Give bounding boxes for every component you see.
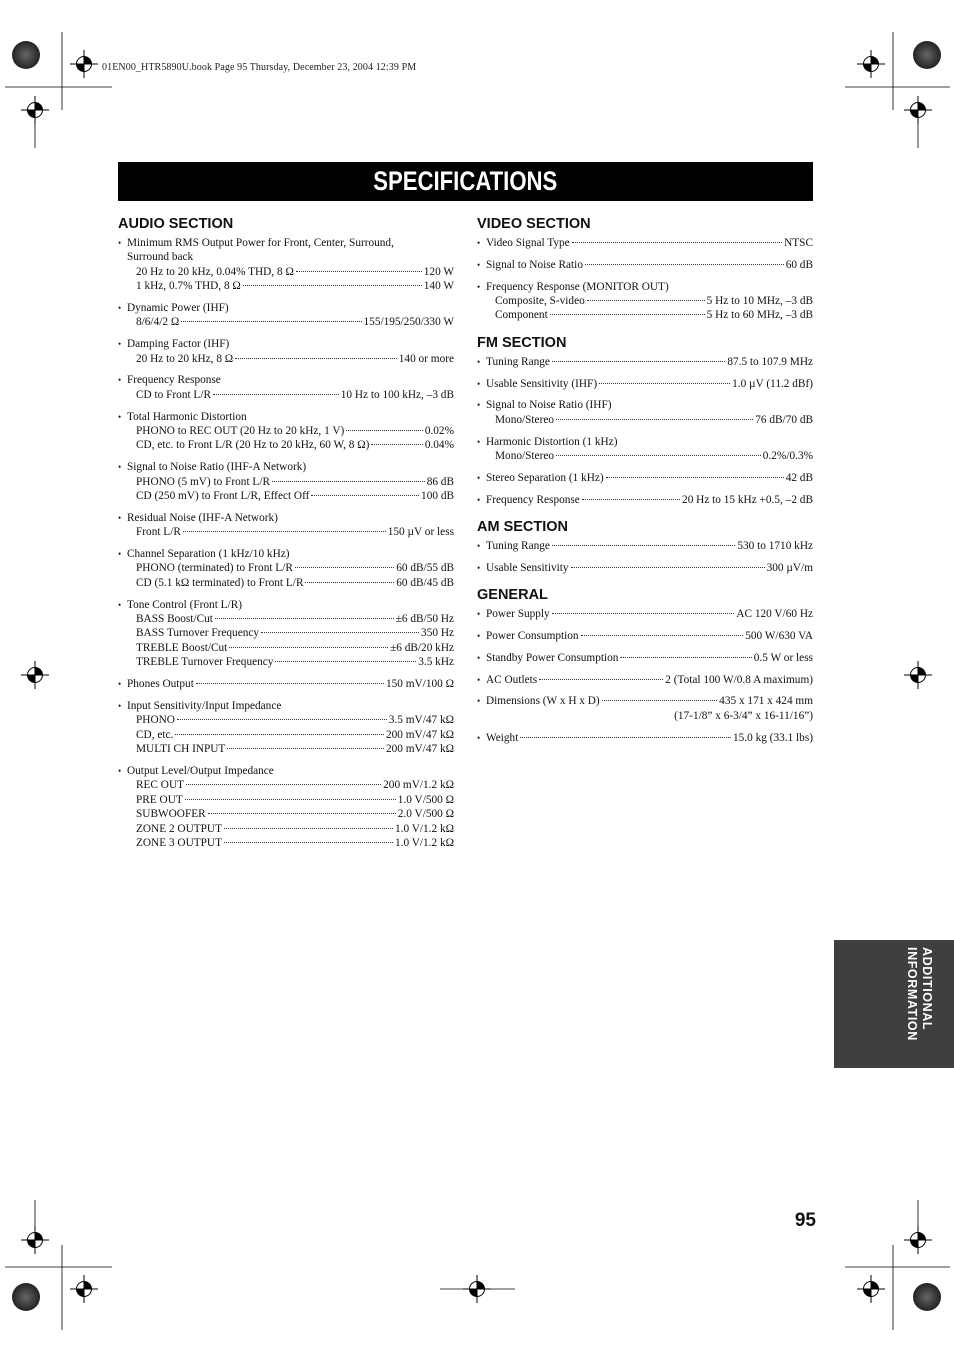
spec-label: SUBWOOFER	[136, 808, 206, 821]
spec-item-label: • Channel Separation (1 kHz/10 kHz)	[127, 548, 290, 561]
spec-label: Component	[495, 309, 548, 322]
spec-label: Mono/Stereo	[495, 450, 554, 463]
spec-value: 140 W	[423, 280, 454, 293]
spec-label: 1 kHz, 0.7% THD, 8 Ω	[136, 280, 241, 293]
spec-item-label: • Total Harmonic Distortion	[127, 410, 247, 423]
spec-label: • Power Supply	[486, 608, 550, 621]
spec-value: 435 x 171 x 424 mm	[719, 695, 813, 708]
spec-label: • Tuning Range	[486, 540, 550, 553]
spec-value: 15.0 kg (33.1 lbs)	[732, 731, 813, 744]
spec-label: TREBLE Boost/Cut	[136, 641, 228, 654]
spec-value: 87.5 to 107.9 MHz	[727, 355, 813, 368]
spec-value: 300 µV/m	[766, 561, 813, 574]
spec-value: 86 dB	[426, 475, 454, 488]
spec-item-label: • Tone Control (Front L/R)	[127, 598, 242, 611]
spec-item-label: • Input Sensitivity/Input Impedance	[127, 699, 282, 712]
spec-label: TREBLE Turnover Frequency	[136, 656, 274, 669]
section-heading: AUDIO SECTION	[118, 216, 234, 232]
spec-label: PRE OUT	[136, 793, 183, 806]
spec-label: Mono/Stereo	[495, 413, 554, 426]
spec-label: • Tuning Range	[486, 355, 550, 368]
spec-label: CD (5.1 kΩ terminated) to Front L/R	[136, 576, 304, 589]
spec-label: • Video Signal Type	[486, 237, 570, 249]
spec-label: MULTI CH INPUT	[136, 743, 226, 756]
spec-label: ZONE 3 OUTPUT	[136, 836, 222, 849]
spec-label: ZONE 2 OUTPUT	[136, 822, 222, 835]
spec-value: 200 mV/47 kΩ	[385, 728, 454, 741]
spec-label: • Standby Power Consumption	[486, 651, 619, 664]
spec-item-label: • Damping Factor (IHF)	[127, 338, 230, 351]
spec-value: 100 dB	[421, 490, 454, 503]
spec-note: (17-1/8” x 6-3/4” x 16-11/16”)	[674, 709, 813, 722]
spec-value: 42 dB	[785, 471, 813, 484]
side-tab-label: ADDITIONAL INFORMATION	[905, 947, 934, 1041]
spec-label: CD (250 mV) to Front L/R, Effect Off	[136, 490, 310, 503]
spec-label: • Stereo Separation (1 kHz)	[486, 471, 604, 484]
spec-value: 200 mV/1.2 kΩ	[383, 779, 454, 792]
spec-value: ±6 dB/50 Hz	[395, 613, 454, 626]
spec-item-label: • Frequency Response	[127, 374, 221, 387]
spec-value: 2 (Total 100 W/0.8 A maximum)	[665, 673, 813, 686]
spec-value: 350 Hz	[421, 627, 454, 640]
spec-value: 155/195/250/330 W	[363, 316, 454, 329]
spec-value: NTSC	[784, 237, 813, 249]
spec-label: REC OUT	[136, 779, 185, 792]
spec-item-label: • Minimum RMS Output Power for Front, Center, Surround,	[127, 237, 394, 249]
print-header: 01EN00_HTR5890U.book Page 95 Thursday, December 23, 2004 12:39 PM	[102, 62, 417, 73]
spec-item-label: • Output Level/Output Impedance	[127, 764, 274, 777]
spec-value: 76 dB/70 dB	[755, 413, 813, 426]
spec-value: 5 Hz to 10 MHz, –3 dB	[706, 295, 813, 307]
section-heading: VIDEO SECTION	[477, 216, 591, 232]
spec-label: 20 Hz to 20 kHz, 0.04% THD, 8 Ω	[136, 265, 294, 278]
spec-label: BASS Turnover Frequency	[136, 627, 260, 640]
section-heading: FM SECTION	[477, 334, 567, 351]
page-number: 95	[794, 1210, 816, 1231]
spec-label: • Weight	[486, 731, 519, 744]
spec-item-label: • Dynamic Power (IHF)	[127, 302, 229, 315]
spec-value: 1.0 V/1.2 kΩ	[394, 822, 454, 835]
spec-value: 0.02%	[424, 425, 454, 438]
spec-label: 20 Hz to 20 kHz, 8 Ω	[136, 352, 234, 365]
spec-value: 1.0 V/500 Ω	[397, 793, 454, 806]
spec-value: 200 mV/47 kΩ	[385, 743, 454, 756]
spec-value: 60 dB	[785, 258, 813, 271]
spec-value: 530 to 1710 kHz	[737, 540, 813, 553]
spec-label: PHONO to REC OUT (20 Hz to 20 kHz, 1 V)	[136, 425, 345, 438]
spec-item-label: • Signal to Noise Ratio (IHF-A Network)	[127, 461, 307, 474]
spec-label: PHONO	[136, 714, 175, 727]
spec-label: CD, etc. to Front L/R (20 Hz to 20 kHz, 60 W, 8 Ω)	[136, 439, 370, 452]
spec-value: 150 mV/100 Ω	[385, 678, 454, 691]
spec-value: 60 dB/45 dB	[396, 576, 454, 589]
spec-item-label: • Harmonic Distortion (1 kHz)	[486, 435, 618, 448]
spec-label: CD to Front L/R	[136, 388, 212, 401]
spec-label: CD, etc.	[136, 728, 174, 741]
spec-label: • AC Outlets	[486, 673, 538, 686]
spec-item-label: Surround back	[127, 251, 194, 264]
spec-label: 8/6/4/2 Ω	[136, 316, 180, 329]
spec-label: • Signal to Noise Ratio	[486, 258, 583, 271]
spec-label: • Usable Sensitivity	[486, 561, 569, 574]
section-heading: GENERAL	[477, 587, 548, 604]
spec-value: ±6 dB/20 kHz	[390, 641, 454, 654]
spec-value: 1.0 V/1.2 kΩ	[394, 836, 454, 849]
spec-value: 60 dB/55 dB	[396, 562, 454, 575]
spec-value: 3.5 kHz	[418, 656, 454, 669]
spec-value: 3.5 mV/47 kΩ	[388, 714, 454, 727]
spec-label: • Dimensions (W x H x D)	[486, 695, 600, 708]
spec-label: • Power Consumption	[486, 630, 579, 643]
spec-label: • Usable Sensitivity (IHF)	[486, 377, 598, 390]
spec-value: 10 Hz to 100 kHz, –3 dB	[340, 388, 454, 401]
spec-label: Front L/R	[136, 526, 181, 539]
spec-value: 120 W	[423, 265, 454, 278]
page-title-text: SPECIFICATIONS	[373, 166, 558, 196]
spec-value: 20 Hz to 15 kHz +0.5, –2 dB	[682, 493, 813, 506]
spec-label: • Frequency Response	[486, 493, 580, 506]
spec-value: 140 or more	[398, 352, 454, 365]
spec-value: 5 Hz to 60 MHz, –3 dB	[706, 309, 813, 322]
spec-value: 0.5 W or less	[753, 651, 813, 664]
spec-value: 2.0 V/500 Ω	[397, 808, 454, 821]
spec-item-label: • Signal to Noise Ratio (IHF)	[486, 399, 612, 412]
spec-value: AC 120 V/60 Hz	[736, 608, 813, 621]
spec-item-label: • Residual Noise (IHF-A Network)	[127, 511, 278, 524]
spec-label: BASS Boost/Cut	[136, 613, 213, 626]
spec-item-label: • Frequency Response (MONITOR OUT)	[486, 280, 669, 293]
spec-label: PHONO (terminated) to Front L/R	[136, 562, 293, 575]
spec-label: Composite, S-video	[495, 295, 585, 307]
spec-value: 150 µV or less	[387, 526, 454, 539]
spec-label: • Phones Output	[127, 678, 194, 691]
spec-value: 0.2%/0.3%	[762, 450, 813, 463]
spec-value: 1.0 µV (11.2 dBf)	[732, 377, 813, 390]
spec-value: 0.04%	[424, 439, 454, 452]
section-heading: AM SECTION	[477, 519, 569, 536]
spec-label: PHONO (5 mV) to Front L/R	[136, 475, 270, 488]
spec-value: 500 W/630 VA	[745, 630, 813, 643]
